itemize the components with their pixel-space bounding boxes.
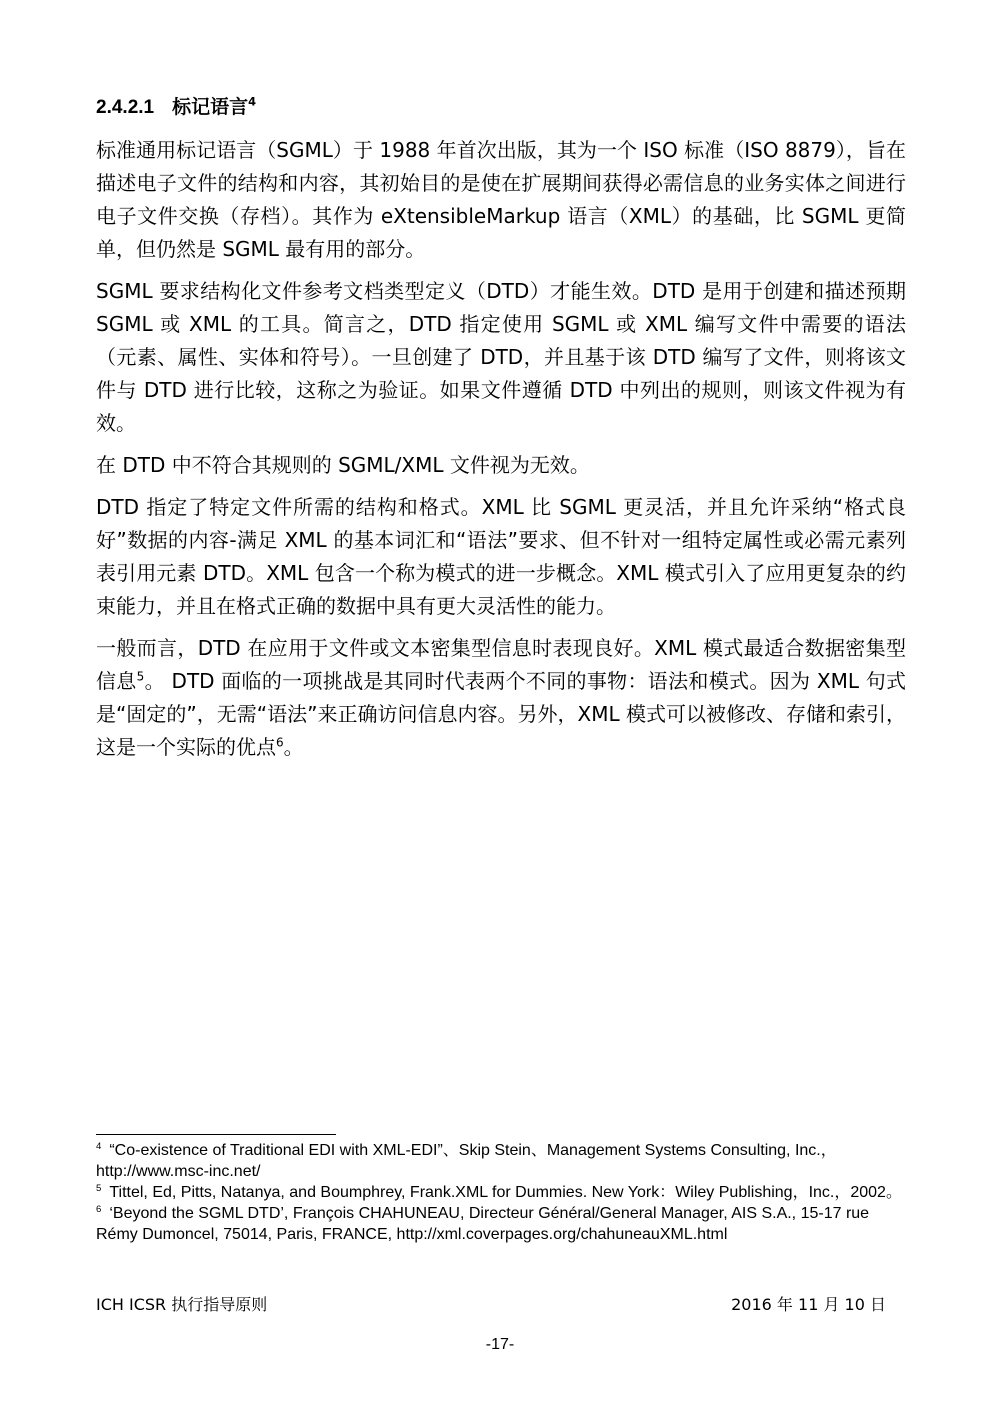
- page-number: -17-: [485, 1336, 515, 1353]
- paragraph-5-part-2: 。 DTD 面临的一项挑战是其同时代表两个不同的事物：语法和模式。因为 XML 句式是“固定的”，无需“语法”来正确访问信息内容。另外，XML 模式可以被修改、存储和索引，这是一个实际的优点: [96, 669, 907, 759]
- footnote-5: [96, 1182, 908, 1203]
- paragraph-5-part-3: 。: [283, 735, 304, 759]
- footnote-6-mark: 6: [96, 1203, 102, 1215]
- footnote-4: [96, 1140, 908, 1182]
- paragraph-2: SGML 要求结构化文件参考文档类型定义（DTD）才能生效。DTD 是用于创建和描述预期 SGML 或 XML 的工具。简言之，DTD 指定使用 SGML 或 XML 编写文件中需要的语法（元素、属性、实体和符号）。一旦创建了 DTD，并且基于该 DTD 编写了文件，则将该文件与 DTD 进行比较，这称之为验证。如果文件遵循 DTD 中列出的规则，则该文件视为有效。: [96, 279, 906, 435]
- paragraph-5-part-1: 一般而言，DTD 在应用于文件或文本密集型信息时表现良好。XML 模式最适合数据密集型信息: [96, 636, 906, 693]
- footnote-4-mark: 4: [96, 1140, 102, 1152]
- footnote-divider: [96, 1134, 336, 1135]
- paragraph-5: [96, 632, 906, 764]
- footnote-4-text: “Co-existence of Traditional EDI with XML-EDI”、Skip Stein、Management Systems Consulting, Inc.，http://www.msc-inc.net/: [96, 1142, 837, 1180]
- footnotes: [96, 1140, 908, 1245]
- footnote-ref-5: 5: [136, 669, 145, 684]
- footnote-5-text: Tittel, Ed, Pitts, Natanya, and Boumphrey, Frank.XML for Dummies. New York：Wiley Publishing，Inc.，2002。: [109, 1184, 902, 1201]
- section-heading: [96, 92, 256, 119]
- paragraph-1: 标准通用标记语言（SGML）于 1988 年首次出版，其为一个 ISO 标准（ISO 8879），旨在描述电子文件的结构和内容，其初始目的是使在扩展期间获得必需信息的业务实体之间进行电子文件交换（存档）。其作为 eXtensibleMarkup 语言（XML）的基础，比 SGML 更简单，但仍然是 SGML 最有用的部分。: [96, 138, 906, 261]
- footnote-ref-6: 6: [276, 735, 284, 750]
- footnote-ref-4: 4: [248, 94, 257, 109]
- footnote-6: [96, 1203, 908, 1245]
- section-title: 标记语言: [172, 96, 249, 118]
- section-number: 2.4.2.1: [96, 97, 155, 118]
- paragraph-3: 在 DTD 中不符合其规则的 SGML/XML 文件视为无效。: [96, 453, 590, 477]
- footnote-5-mark: 5: [96, 1182, 102, 1194]
- body-text: [96, 134, 906, 773]
- footer-date: 2016 年 11 月 10 日: [731, 1295, 886, 1314]
- paragraph-4: DTD 指定了特定文件所需的结构和格式。XML 比 SGML 更灵活，并且允许采纳“格式良好”数据的内容-满足 XML 的基本词汇和“语法”要求、但不针对一组特定属性或必需元素列表引用元素 DTD。XML 包含一个称为模式的进一步概念。XML 模式引入了应用更复杂的约束能力，并且在格式正确的数据中具有更大灵活性的能力。: [96, 495, 906, 618]
- footer-document-title: ICH ICSR 执行指导原则: [96, 1295, 268, 1314]
- footnote-6-text: ‘Beyond the SGML DTD’, François CHAHUNEAU, Directeur Général/General Manager, AIS S.A., 15-17 rue Rémy Dumoncel, 75014, Paris, FRANCE, http://xml.coverpages.org/chahuneauXML.html: [96, 1205, 870, 1243]
